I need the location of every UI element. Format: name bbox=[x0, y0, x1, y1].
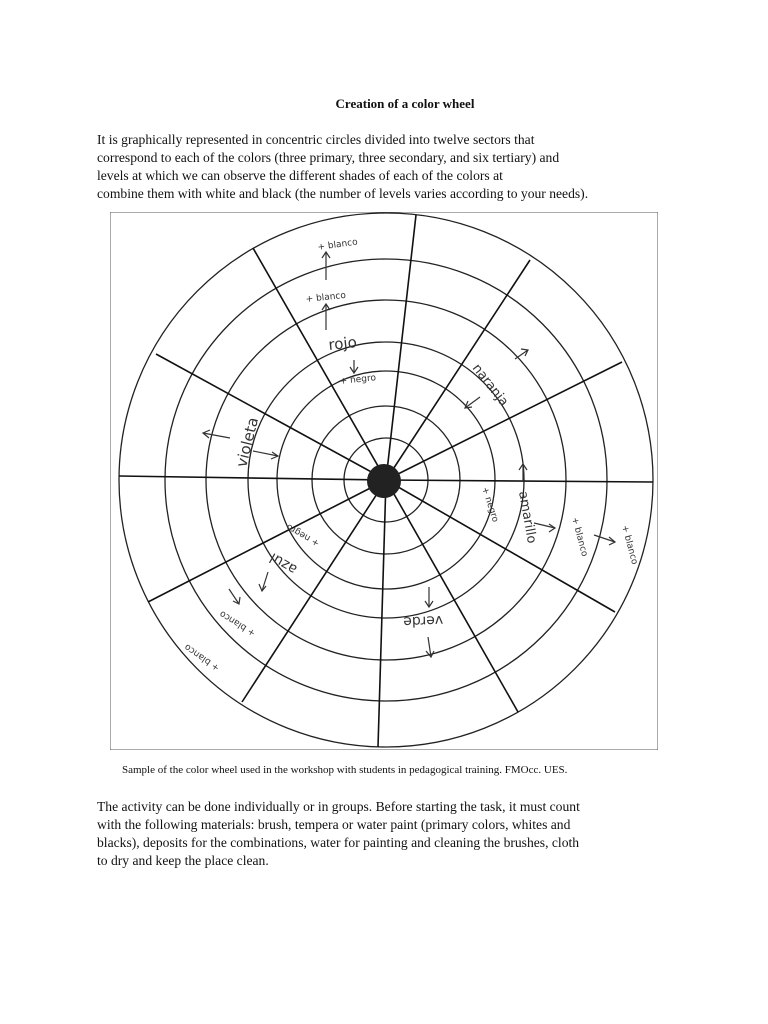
label-amarillo-negro: + negro bbox=[479, 485, 500, 524]
label-violeta: violeta bbox=[232, 415, 263, 469]
label-azul-blanco-outer: + blanco bbox=[182, 641, 222, 673]
intro-line: levels at which we can observe the different shades of each of the colors at bbox=[97, 168, 503, 183]
label-rojo-negro: + negro bbox=[339, 373, 377, 387]
label-amarillo-blanco-outer: + blanco bbox=[619, 524, 640, 566]
label-azul-negro: + negro bbox=[284, 521, 322, 549]
activity-line: with the following materials: brush, tempera or water paint (primary colors, whites and bbox=[97, 817, 571, 832]
label-azul: azul bbox=[267, 549, 300, 578]
label-naranja: naranja bbox=[468, 361, 512, 410]
document-title: Creation of a color wheel bbox=[335, 96, 475, 111]
label-rojo-blanco-outer: + blanco bbox=[317, 237, 359, 253]
label-amarillo: amarillo bbox=[515, 490, 539, 545]
intro-line: combine them with white and black (the number of levels varies according to your needs). bbox=[97, 186, 589, 201]
sector-labels bbox=[183, 237, 640, 672]
label-rojo: rojo bbox=[327, 333, 358, 354]
activity-paragraph bbox=[97, 798, 653, 870]
figure-caption: Sample of the color wheel used in the workshop with students in pedagogical training. FMOcc. UES. bbox=[122, 764, 568, 776]
activity-line: The activity can be done individually or in groups. Before starting the task, it must count bbox=[97, 799, 580, 814]
label-rojo-blanco-inner: + blanco bbox=[305, 290, 347, 305]
activity-line: to dry and keep the place clean. bbox=[97, 853, 269, 868]
intro-line: It is graphically represented in concentric circles divided into twelve sectors that bbox=[97, 132, 535, 147]
color-wheel-drawing bbox=[110, 212, 658, 750]
intro-line: correspond to each of the colors (three primary, three secondary, and six tertiary) and bbox=[97, 150, 560, 165]
center-hub bbox=[367, 464, 401, 498]
intro-paragraph bbox=[97, 131, 653, 203]
label-azul-blanco-inner: + blanco bbox=[218, 608, 258, 638]
color-wheel-figure bbox=[110, 212, 658, 750]
activity-line: blacks), deposits for the combinations, water for painting and cleaning the brushes, cloth bbox=[97, 835, 580, 850]
direction-arrows bbox=[203, 252, 615, 657]
label-verde: verde bbox=[402, 612, 444, 630]
label-amarillo-blanco-inner: + blanco bbox=[569, 516, 590, 558]
